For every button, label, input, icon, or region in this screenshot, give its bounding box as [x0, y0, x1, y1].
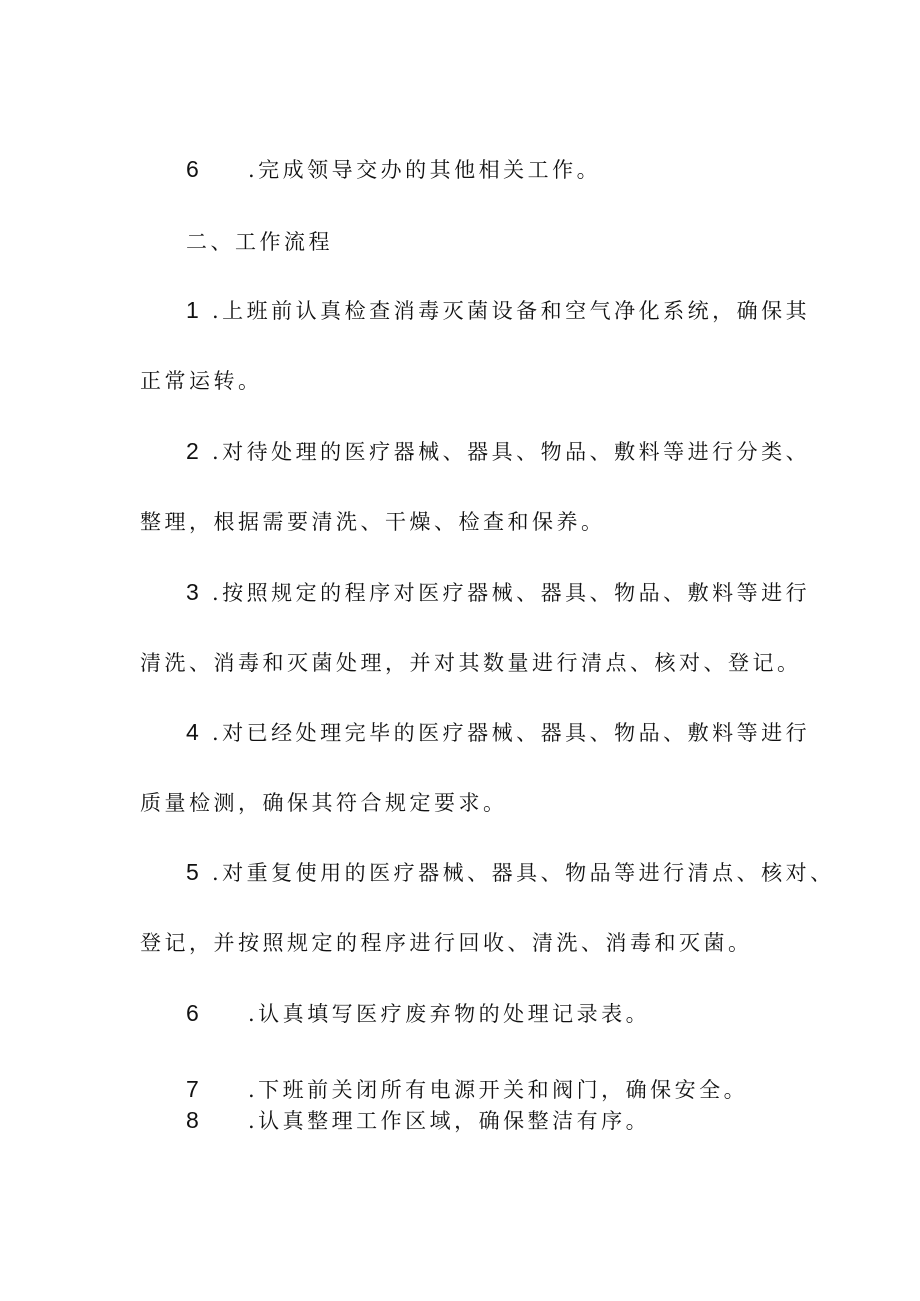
item-text: .对重复使用的医疗器械、器具、物品等进行清点、核对、	[212, 861, 835, 885]
step-5-line-2: 登记，并按照规定的程序进行回收、清洗、消毒和灭菌。	[140, 931, 753, 955]
item-number: 1	[186, 297, 199, 323]
step-7	[186, 1076, 748, 1103]
item-number: 3	[186, 579, 199, 605]
item-text: .上班前认真检查消毒灭菌设备和空气净化系统，确保其	[212, 299, 811, 323]
step-8	[186, 1107, 650, 1134]
step-5-line-1	[186, 859, 835, 886]
item-number: 6	[186, 1000, 199, 1026]
item-text: .认真填写医疗废弃物的处理记录表。	[248, 1002, 651, 1026]
step-3-line-2: 清洗、消毒和灭菌处理，并对其数量进行清点、核对、登记。	[140, 651, 802, 675]
item-number: 8	[186, 1107, 199, 1133]
step-1-line-1	[186, 297, 810, 324]
item-text: .按照规定的程序对医疗器械、器具、物品、敷料等进行	[212, 581, 811, 605]
item-text: .对已经处理完毕的医疗器械、器具、物品、敷料等进行	[212, 721, 811, 745]
step-1-line-2: 正常运转。	[140, 369, 263, 393]
step-6	[186, 1000, 650, 1027]
item-number: 7	[186, 1076, 199, 1102]
item-number: 2	[186, 438, 199, 464]
item-prev-6	[186, 156, 601, 183]
item-text: .认真整理工作区域，确保整洁有序。	[248, 1109, 651, 1133]
step-4-line-2: 质量检测，确保其符合规定要求。	[140, 791, 508, 815]
item-number: 4	[186, 719, 199, 745]
step-2-line-2: 整理，根据需要清洗、干燥、检查和保养。	[140, 510, 606, 534]
item-text: .下班前关闭所有电源开关和阀门，确保安全。	[248, 1078, 749, 1102]
section-title: 二、工作流程	[186, 230, 333, 254]
step-2-line-1	[186, 438, 810, 465]
item-text: .对待处理的医疗器械、器具、物品、敷料等进行分类、	[212, 440, 811, 464]
item-number: 5	[186, 859, 199, 885]
item-number: 6	[186, 156, 199, 182]
step-3-line-1	[186, 579, 810, 606]
item-text: .完成领导交办的其他相关工作。	[248, 158, 602, 182]
step-4-line-1	[186, 719, 810, 746]
